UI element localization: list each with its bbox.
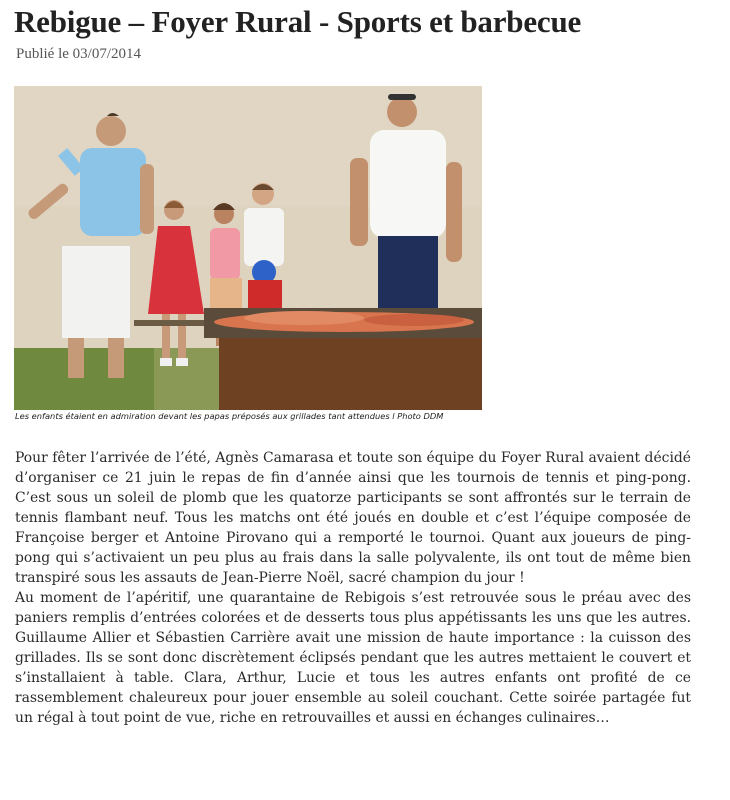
article-photo [14,86,482,410]
photo-caption: Les enfants étaient en admiration devant les papas préposés aux grillades tant attendues l Photo DDM [15,411,444,421]
article-paragraph: Au moment de l’apéritif, une quarantaine de Rebigois s’est retrouvée sous le préau avec des paniers remplis d’entrées colorées et de desserts tous plus appétissants les uns que les autres. Guillaume Allier et Sébastien Carrière avait une mission de haute importance : la cuisson des grillades. Ils se sont donc discrètement éclipsés pendant que les autres mettaient le couvert et s’installaient à table. Clara, Arthur, Lucie et tous les autres enfants ont profité de ce rassemblement chaleureux pour jouer ensemble au soleil couchant. Cette soirée partagée fut un régal à tout point de vue, riche en retrouvailles et aussi en échanges culinaires… [15,590,691,726]
article-paragraph: Pour fêter l’arrivée de l’été, Agnès Camarasa et toute son équipe du Foyer Rural avaient décidé d’organiser ce 21 juin le repas de fin d’année ainsi que les tournois de tennis et ping-pong. C’est sous un soleil de plomb que les quatorze participants se sont affrontés sur le terrain de tennis flambant neuf. Tous les matchs ont été joués en double et c’est l’équipe composée de Françoise berger et Antoine Pirovano qui a remporté le tournoi. Quant aux joueurs de ping-pong qui s’activaient un peu plus au frais dans la salle polyvalente, ils ont tout de même bien transpiré sous les assauts de Jean-Pierre Noël, sacré champion du jour ! [15,450,691,586]
publication-date: Publié le 03/07/2014 [16,46,141,62]
article-title: Rebigue – Foyer Rural - Sports et barbecue [14,4,582,39]
article-body [15,448,691,728]
